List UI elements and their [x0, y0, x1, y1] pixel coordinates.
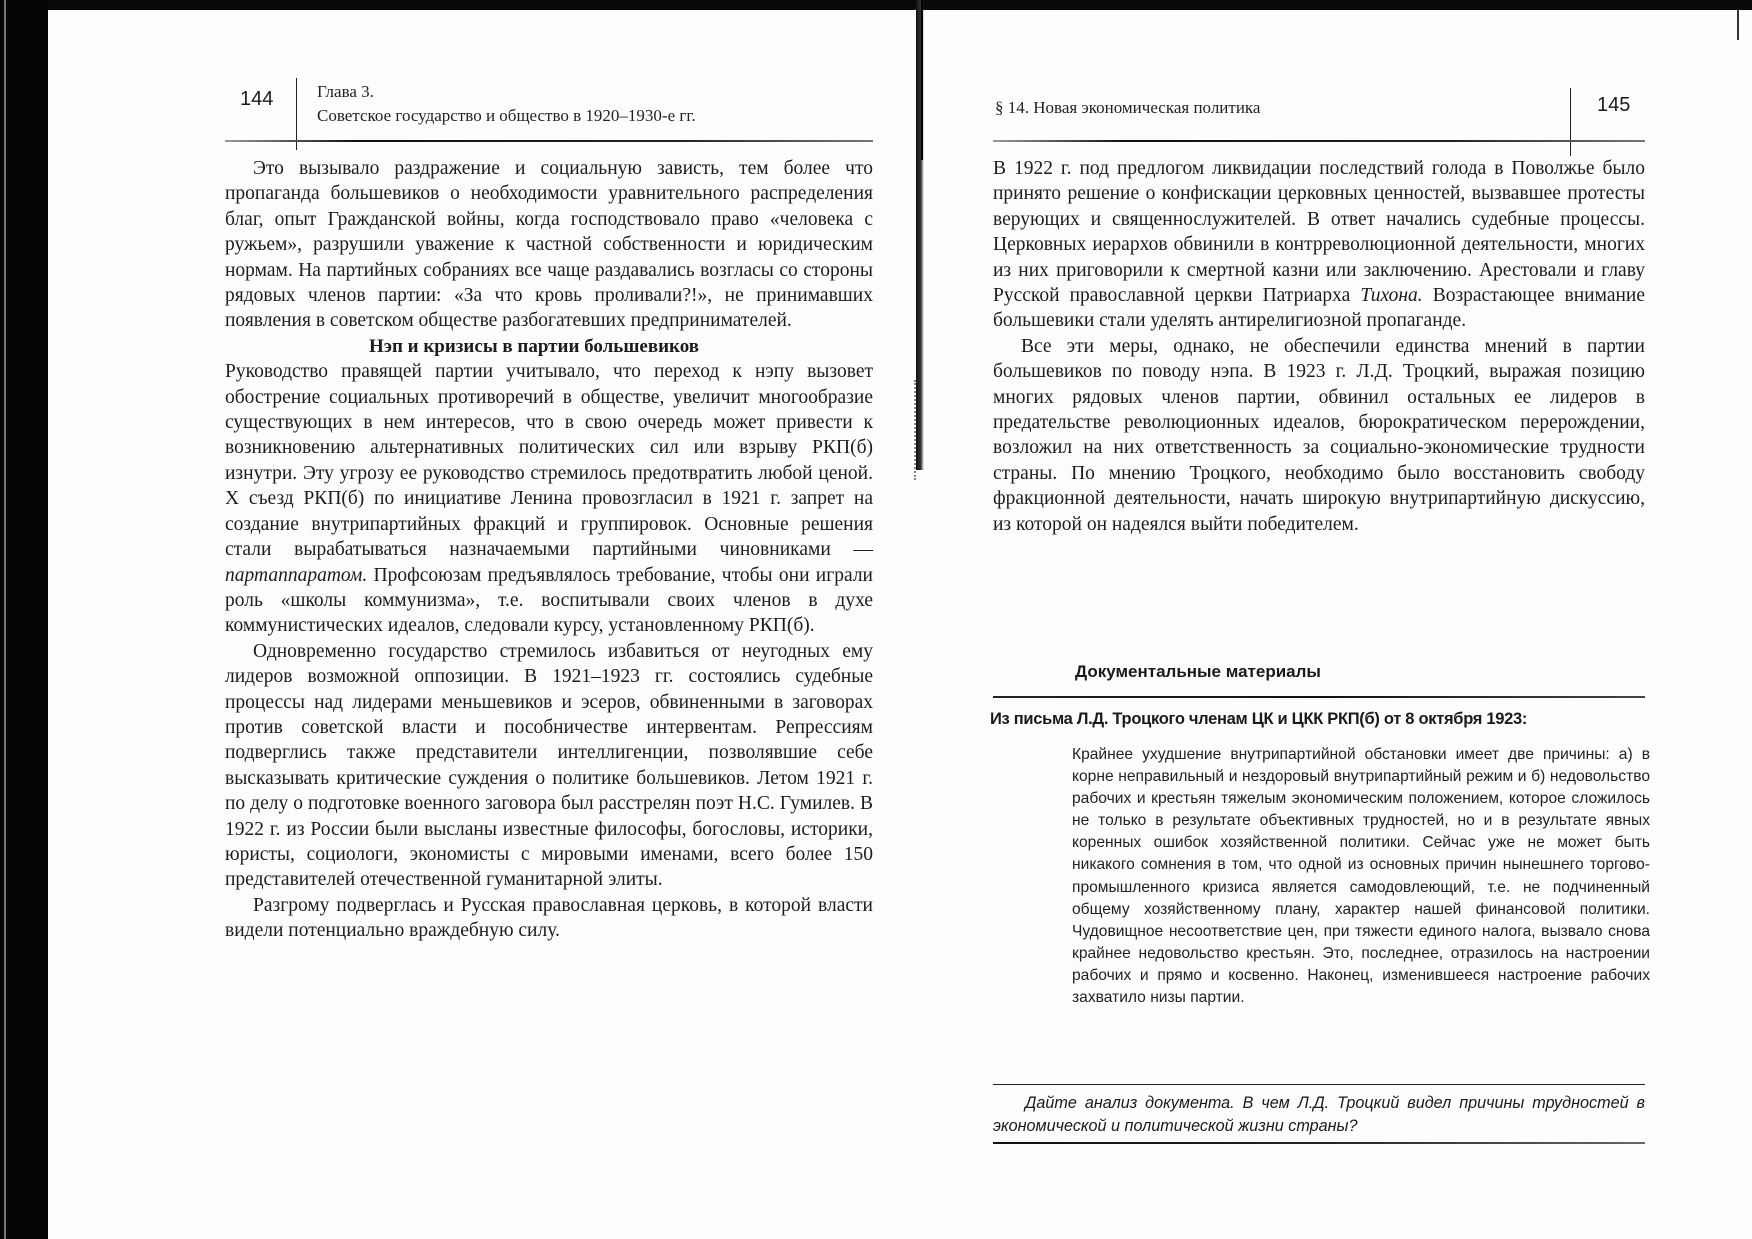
documents-heading: Документальные материалы — [1075, 662, 1321, 681]
document-quote: Крайнее ухудшение внутрипартийной обстановки имеет две причины: а) в корне неправильный и нездоровый внутрипартийный режим и б) недовольство рабочих и крестьян тяжелым экономическим положением, которое сложилось не только в результате объективных трудностей, но и в результате явных коренных ошибок хозяйственной политики. Сейчас уже не может быть никакого сомнения в том, что одной из основных причин нынешнего торгово-промышленного кризиса является самодовлеющий, т.е. не подчиненный общему хозяйственному плану, характер нашей финансовой политики. Чудовищное несоответствие цен, при тяжести единого налога, вызвало снова крайнее недовольство крестьян. Это, последнее, отразилось на настроении рабочих и прямо и косвенно. Наконец, изменившееся настроение рабочих захватило низы партии. — [1072, 746, 1650, 1007]
document-source: Из письма Л.Д. Троцкого членам ЦК и ЦКК РКП(б) от 8 октября 1923: — [990, 710, 1528, 728]
text-run: Возрастающее внимание большевики стали уделять антирелигиозной пропаганде. — [993, 285, 1645, 332]
chapter-title — [317, 80, 696, 128]
book-gutter-line — [921, 0, 923, 160]
page-number: 145 — [1597, 94, 1631, 116]
chapter-name: Советское государство и общество в 1920–1930-е гг. — [317, 106, 696, 125]
emphasis-term: партаппаратом. — [225, 564, 368, 586]
task-rule-top — [993, 1084, 1645, 1085]
body-text — [225, 156, 873, 944]
text-run: Руководство правящей партии учитывало, что переход к нэпу вызовет обострение социальных противоречий в обществе, увеличит многообразие существующих в нем интересов, что в свою очередь может привести к возникновению альтернативных политических сил или взрыву РКП(б) изнутри. Эту угрозу ее руководство стремилось предотвратить любой ценой. X съезд РКП(б) по инициативе Ленина провозгласил в 1921 г. запрет на создание внутрипартийных фракций и группировок. Основные решения стали вырабатываться назначаемыми партийными чиновниками — — [225, 361, 873, 561]
scan-border-top-left — [48, 0, 918, 10]
section-heading: Нэп и кризисы в партии большевиков — [368, 335, 700, 357]
paragraph: Одновременно государство стремилось избавиться от неугодных ему лидеров возможной оппозиции. В 1921–1923 гг. состоялись судебные процессы над лидерами меньшевиков и эсеров, обвиненными в заговорах против советской власти и пособничестве интервентам. Репрессиям подверглись также представители интеллигенции, позволявшие себе высказывать критические суждения о политике большевиков. Летом 1921 г. по делу о подготовке военного заговора был расстрелян поэт Н.С. Гумилев. В 1922 г. из России были высланы известные философы, богословы, историки, юристы, социологи, экономисты с мировыми именами, всего более 150 представителей отечественной гуманитарной элиты. — [225, 640, 873, 891]
paragraph: Разгрому подверглась и Русская православная церковь, в которой власти видели потенциально враждебную силу. — [225, 894, 873, 942]
paragraph — [993, 156, 1645, 334]
chapter-label: Глава 3. — [317, 82, 374, 101]
running-header — [200, 78, 880, 140]
task-question: Дайте анализ документа. В чем Л.Д. Троцкий видел причины трудностей в экономической и политической жизни страны? — [993, 1094, 1645, 1135]
paragraph — [225, 359, 873, 638]
task-rule-bottom — [993, 1142, 1645, 1144]
running-header — [985, 78, 1645, 140]
paragraph: Это вызывало раздражение и социальную зависть, тем более что пропаганда большевиков о необходимости уравнительного распределения благ, опыт Гражданской войны, когда господствовало право «человека с ружьем», разрушили уважение к частной собственности и юридическим нормам. На партийных собраниях все чаще раздавались возгласы со стороны рядовых членов партии: «За что кровь проливали?!», не принимавших появления в советском обществе разбогатевших предпринимателей. — [225, 158, 873, 332]
scan-border-top-right — [918, 0, 1752, 10]
paragraph: Все эти меры, однако, не обеспечили единства мнений в партии большевиков по поводу нэпа. В 1923 г. Л.Д. Троцкий, выражая позицию многих рядовых членов партии, обвинил остальных ее лидеров в предательстве революционных идеалов, бюрократическом перерождении, возложил на них ответственность за социально-экономические трудности страны. По мнению Троцкого, необходимо было восстановить свободу фракционной деятельности, начать широкую внутрипартийную дискуссию, из которой он надеялся выйти победителем. — [993, 335, 1645, 535]
body-text — [993, 156, 1645, 537]
section-title: § 14. Новая экономическая политика — [995, 98, 1261, 117]
text-run: В 1922 г. под предлогом ликвидации последствий голода в Поволжье было принято решение о конфискации церковных ценностей, вызвавшее протесты верующих и священнослужителей. В ответ начались судебные процессы. Церковных иерархов обвинили в контрреволюционной деятельности, многих из них приговорили к смертной казни или заключению. Арестовали и главу Русской православной церкви Патриарха — [993, 158, 1645, 307]
header-rule — [993, 140, 1645, 142]
scan-border-line — [4, 0, 6, 1239]
documents-rule — [993, 696, 1645, 698]
page-number: 144 — [240, 88, 274, 110]
emphasis-name: Тихона. — [1360, 285, 1423, 307]
header-rule — [225, 140, 873, 142]
gutter-noise — [914, 380, 918, 480]
text-run: Профсоюзам предъявлялось требование, чтобы они играли роль «школы коммунизма», т.е. воспитывали своих членов в духе коммунистических идеалов, следовали курсу, установленному РКП(б). — [225, 564, 873, 637]
scan-border-left — [0, 0, 48, 1239]
page-edge-mark — [1737, 10, 1739, 40]
header-divider — [1570, 88, 1571, 156]
